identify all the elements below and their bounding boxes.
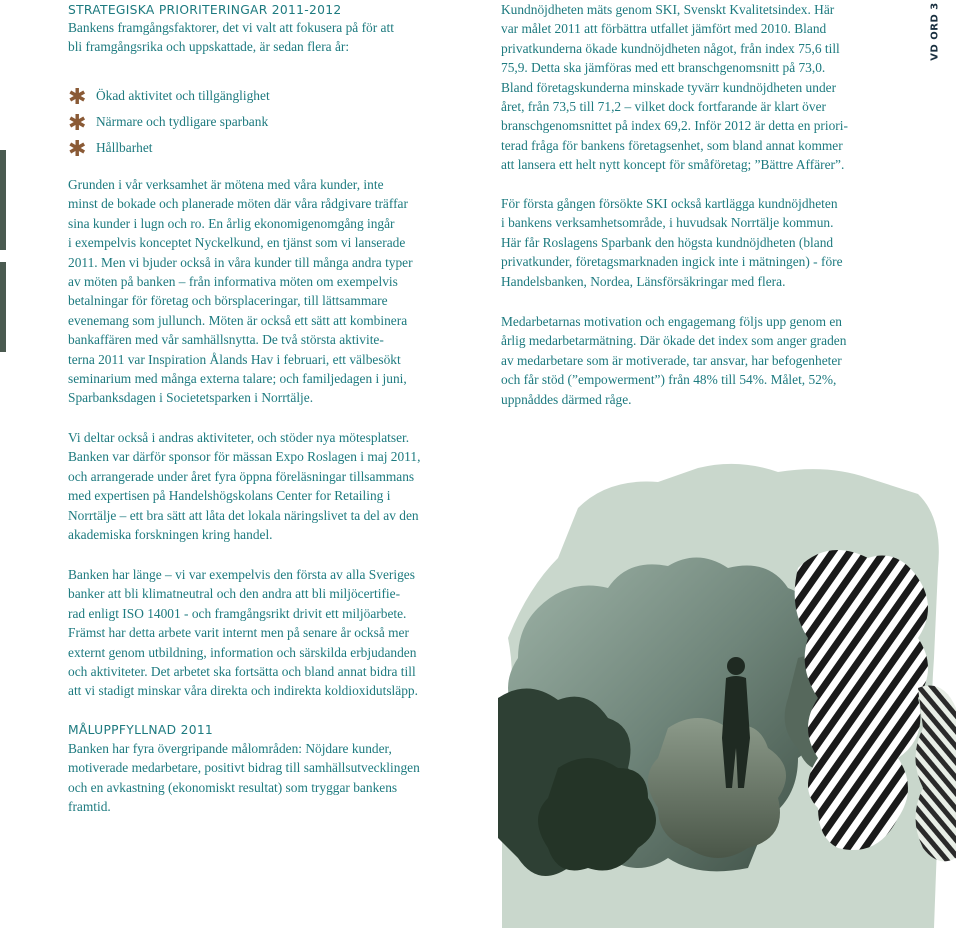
text-line: bankaffären med vår samhällsnytta. De två största aktivite- (68, 332, 384, 348)
list-item-label: Ökad aktivitet och tillgänglighet (96, 88, 270, 104)
text-line: sina kunder i lugn och ro. En årlig ekonomigenomgång ingår (68, 215, 395, 231)
striped-shape (916, 686, 957, 862)
text-line: att vi stadigt minskar våra direkta och indirekta koldioxidutsläpp. (68, 683, 418, 699)
paragraph-goals (68, 739, 468, 817)
list-item (68, 135, 270, 161)
text-line: Vi deltar också i andras aktiviteter, och stöder nya mötesplatser. (68, 430, 410, 445)
text-line: och arrangerade under året fyra öppna föreläsningar tillsammans (68, 468, 415, 484)
text-line: För första gången försökte SKI också kartlägga kundnöjdheten (501, 196, 838, 211)
text-line: Främst har detta arbete varit internt men på senare år också mer (68, 625, 409, 641)
text-line: 2011. Men vi bjuder också in våra kunder till många andra typer (68, 254, 413, 270)
asterisk-bullet-icon: ✱ (68, 111, 87, 136)
text-line: Bankens framgångsfaktorer, det vi valt att fokusera på för att (68, 20, 394, 35)
side-label-text: VD ORD 3 (929, 1, 941, 61)
text-line: Norrtälje – ett bra sätt att låta det lokala näringslivet ta del av den (68, 507, 419, 523)
intro-paragraph (68, 18, 468, 57)
text-line: terad fråga för bankens företagsenhet, som bland annat kommer (501, 137, 843, 153)
text-line: och får stöd (”empowerment”) från 48% till 54%. Målet, 52%, (501, 372, 837, 388)
text-line: att lansera ett helt nytt koncept för småföretag; ”Bättre Affärer”. (501, 157, 845, 173)
text-line: Banken har länge – vi var exempelvis den första av alla Sveriges (68, 567, 415, 582)
page-edge-bottom (0, 262, 6, 352)
text-line: Här får Roslagens Sparbank den högsta kundnöjdheten (bland (501, 234, 834, 250)
text-line: motiverade medarbetare, positivt bidrag till samhällsutvecklingen (68, 760, 420, 776)
text-line: Medarbetarnas motivation och engagemang följs upp genom en (501, 314, 842, 329)
text-line: i exempelvis konceptet Nyckelkund, en tjänst som vi lanserade (68, 235, 406, 251)
text-line: banker att bli klimatneutral och den andra att bli miljöcertifie- (68, 586, 401, 602)
paragraph-regional-survey (501, 194, 901, 291)
text-line: seminarium med många externa talare; och familjedagen i juni, (68, 371, 407, 387)
text-line: i bankens verksamhetsområde, i huvudsak Norrtälje kommun. (501, 215, 834, 231)
paragraph-meetings (68, 175, 468, 408)
text-line: branschgenomsnittet på index 69,2. Inför 2012 är detta en priori- (501, 118, 848, 134)
text-line: uppnåddes därmed råge. (501, 391, 632, 407)
text-line: akademiska forskningen kring handel. (68, 527, 273, 543)
text-line: årlig medarbetarmätning. Där ökade det index som anger graden (501, 333, 847, 349)
text-line: Bland företagskunderna minskade tyvärr kundnöjdheten under (501, 79, 837, 95)
text-line: minst de bokade och planerade möten där våra rådgivare träffar (68, 196, 408, 212)
text-line: framtid. (68, 799, 111, 815)
text-line: Kundnöjdheten mäts genom SKI, Svenskt Kvalitetsindex. Här (501, 2, 835, 17)
page-section-label (928, 2, 942, 60)
section-heading-goals: MÅLUPPFYLLNAD 2011 (68, 723, 214, 737)
text-line: externt genom utbildning, information och särskilda erbjudanden (68, 644, 417, 660)
section-heading-priorities: STRATEGISKA PRIORITERINGAR 2011-2012 (68, 3, 342, 17)
text-line: rad enligt ISO 14001 - och framgångsrikt drivit ett miljöarbete. (68, 605, 407, 621)
priority-list (68, 83, 270, 161)
text-line: 75,9. Detta ska jämföras med ett branschgenomsnitt på 73,0. (501, 60, 826, 76)
text-line: betalningar för företag och börsplaceringar, till lättsammare (68, 293, 388, 309)
list-item (68, 109, 270, 135)
text-line: Banken var därför sponsor för mässan Expo Roslagen i maj 2011, (68, 449, 421, 465)
text-line: och aktiviteter. Det arbetet ska fortsätta och bland annat bidra till (68, 664, 416, 680)
text-line: evenemang som jullunch. Möten är också ett sätt att kombinera (68, 312, 408, 328)
text-line: terna 2011 var Inspiration Ålands Hav i februari, ett välbesökt (68, 351, 401, 367)
asterisk-bullet-icon: ✱ (68, 137, 87, 162)
text-line: Sparbanksdagen i Societetsparken i Norrtälje. (68, 390, 314, 406)
text-line: Grunden i vår verksamhet är mötena med våra kunder, inte (68, 177, 384, 192)
asterisk-bullet-icon: ✱ (68, 85, 87, 110)
text-line: och en avkastning (ekonomiskt resultat) som tryggar bankens (68, 779, 398, 795)
list-item-label: Närmare och tydligare sparbank (96, 114, 269, 130)
text-line: privatkunderna ökade kundnöjdheten något, från index 75,6 till (501, 40, 840, 56)
paragraph-customer-satisfaction (501, 0, 901, 175)
text-line: med expertisen på Handelshögskolans Center for Retailing i (68, 488, 391, 504)
paragraph-environment (68, 565, 468, 701)
page-edge-top (0, 150, 6, 250)
text-line: året, från 73,5 till 71,2 – vilket dock fortfarande är klart över (501, 99, 826, 115)
text-line: Banken har fyra övergripande målområden: Nöjdare kunder, (68, 741, 392, 756)
paragraph-employee-survey (501, 312, 901, 409)
list-item (68, 83, 270, 109)
text-line: var målet 2011 att förbättra utfallet jämfört med 2010. Bland (501, 21, 827, 37)
text-line: Handelsbanken, Nordea, Länsförsäkringar med flera. (501, 273, 786, 289)
collage-illustration (498, 438, 960, 932)
text-line: bli framgångsrika och uppskattade, är sedan flera år: (68, 39, 350, 55)
text-line: av medarbetare som är motiverade, tar ansvar, har befogenheter (501, 352, 842, 368)
list-item-label: Hållbarhet (96, 140, 153, 156)
paragraph-sponsorship (68, 428, 468, 544)
text-line: privatkunder, företagsmarknaden ingick inte i mätningen) - före (501, 254, 843, 270)
text-line: av möten på banken – från informativa möten om exempelvis (68, 274, 398, 290)
